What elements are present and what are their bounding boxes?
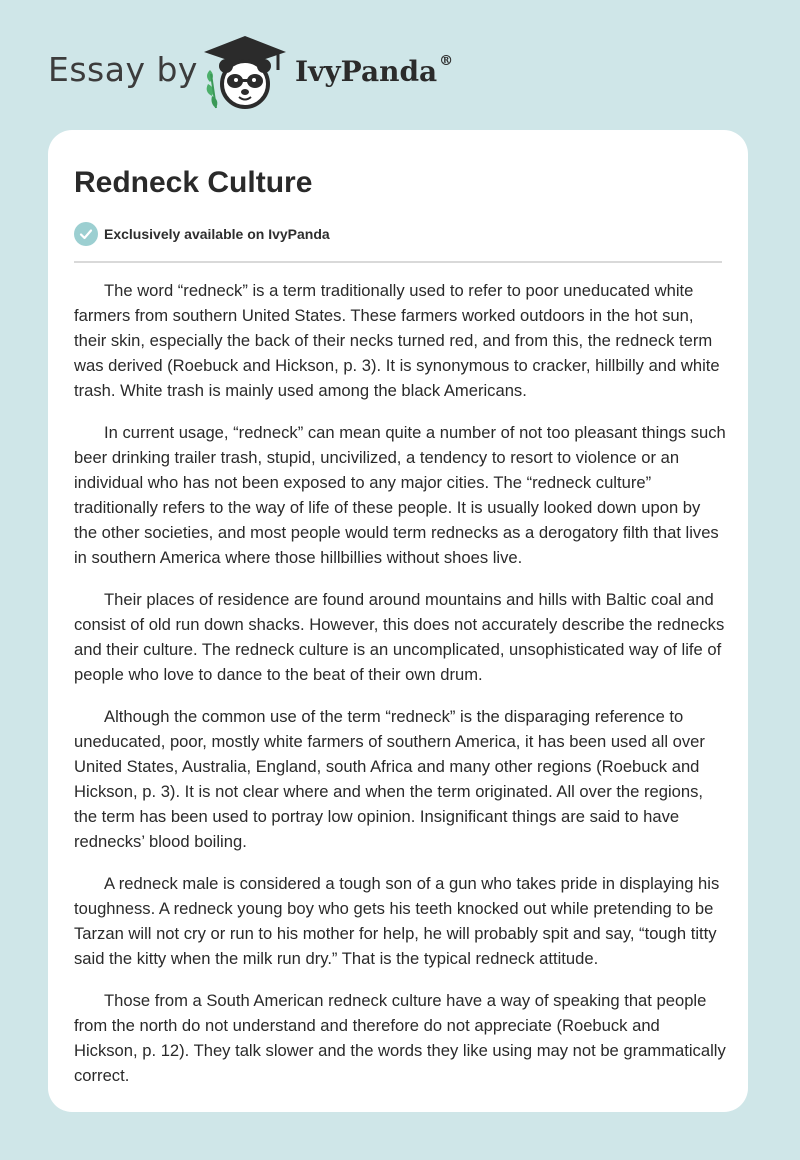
paragraph: Their places of residence are found around mountains and hills with Baltic coal and consist of old run down shacks. However, this does not accurately describe the rednecks and their culture. The redneck culture is an uncomplicated, unsophisticated way of life of people who love to dance to the beat of their own drum.: [74, 590, 725, 684]
badge-text: Exclusively available on IvyPanda: [104, 226, 330, 242]
essay-by-label: Essay by: [48, 50, 198, 89]
exclusive-badge: [74, 222, 330, 246]
divider: [74, 261, 722, 263]
essay-card: [48, 130, 748, 1112]
essay-body: [74, 278, 726, 1105]
paragraph: In current usage, “redneck” can mean quite a number of not too pleasant things such beer drinking trailer trash, stupid, uncivilized, a tendency to resort to violence or an individual who has not been exposed to any major cities. The “redneck culture” traditionally refers to the way of life of these people. It is usually looked down upon by the other societies, and most people would term rednecks as a derogatory filth that lives in southern America where those hillbillies without shoes live.: [74, 423, 726, 567]
panda-logo-icon[interactable]: [200, 34, 290, 110]
site-header: [0, 0, 800, 130]
check-icon: [74, 222, 98, 246]
paragraph: Those from a South American redneck culture have a way of speaking that people from the north do not understand and therefore do not appreciate (Roebuck and Hickson, p. 12). They talk slower and the words they like using may not be grammatically correct.: [74, 991, 726, 1085]
brand-text: IvyPanda: [295, 55, 438, 88]
paragraph: Although the common use of the term “redneck” is the disparaging reference to uneducated, poor, mostly white farmers of southern America, it has been used all over United States, Australia, England, south Africa and many other regions (Roebuck and Hickson, p. 3). It is not clear where and when the term originated. All over the regions, the term has been used to portray low opinion. Insignificant things are said to have rednecks’ blood boiling.: [74, 707, 705, 851]
page-title: Redneck Culture: [74, 166, 313, 199]
brand-name[interactable]: [295, 52, 454, 88]
paragraph: The word “redneck” is a term traditionally used to refer to poor uneducated white farmers from southern United States. These farmers worked outdoors in the hot sun, their skin, especially the back of their necks turned red, and from this, the redneck term was derived (Roebuck and Hickson, p. 3). It is synonymous to cracker, hillbilly and white trash. White trash is mainly used among the black Americans.: [74, 281, 720, 400]
paragraph: A redneck male is considered a tough son of a gun who takes pride in displaying his toughness. A redneck young boy who gets his teeth knocked out while pretending to be Tarzan will not cry or run to his mother for help, he will probably spit and say, “tough titty said the kitty when the milk run dry.” That is the typical redneck attitude.: [74, 874, 720, 968]
registered-mark: ®: [439, 52, 454, 69]
